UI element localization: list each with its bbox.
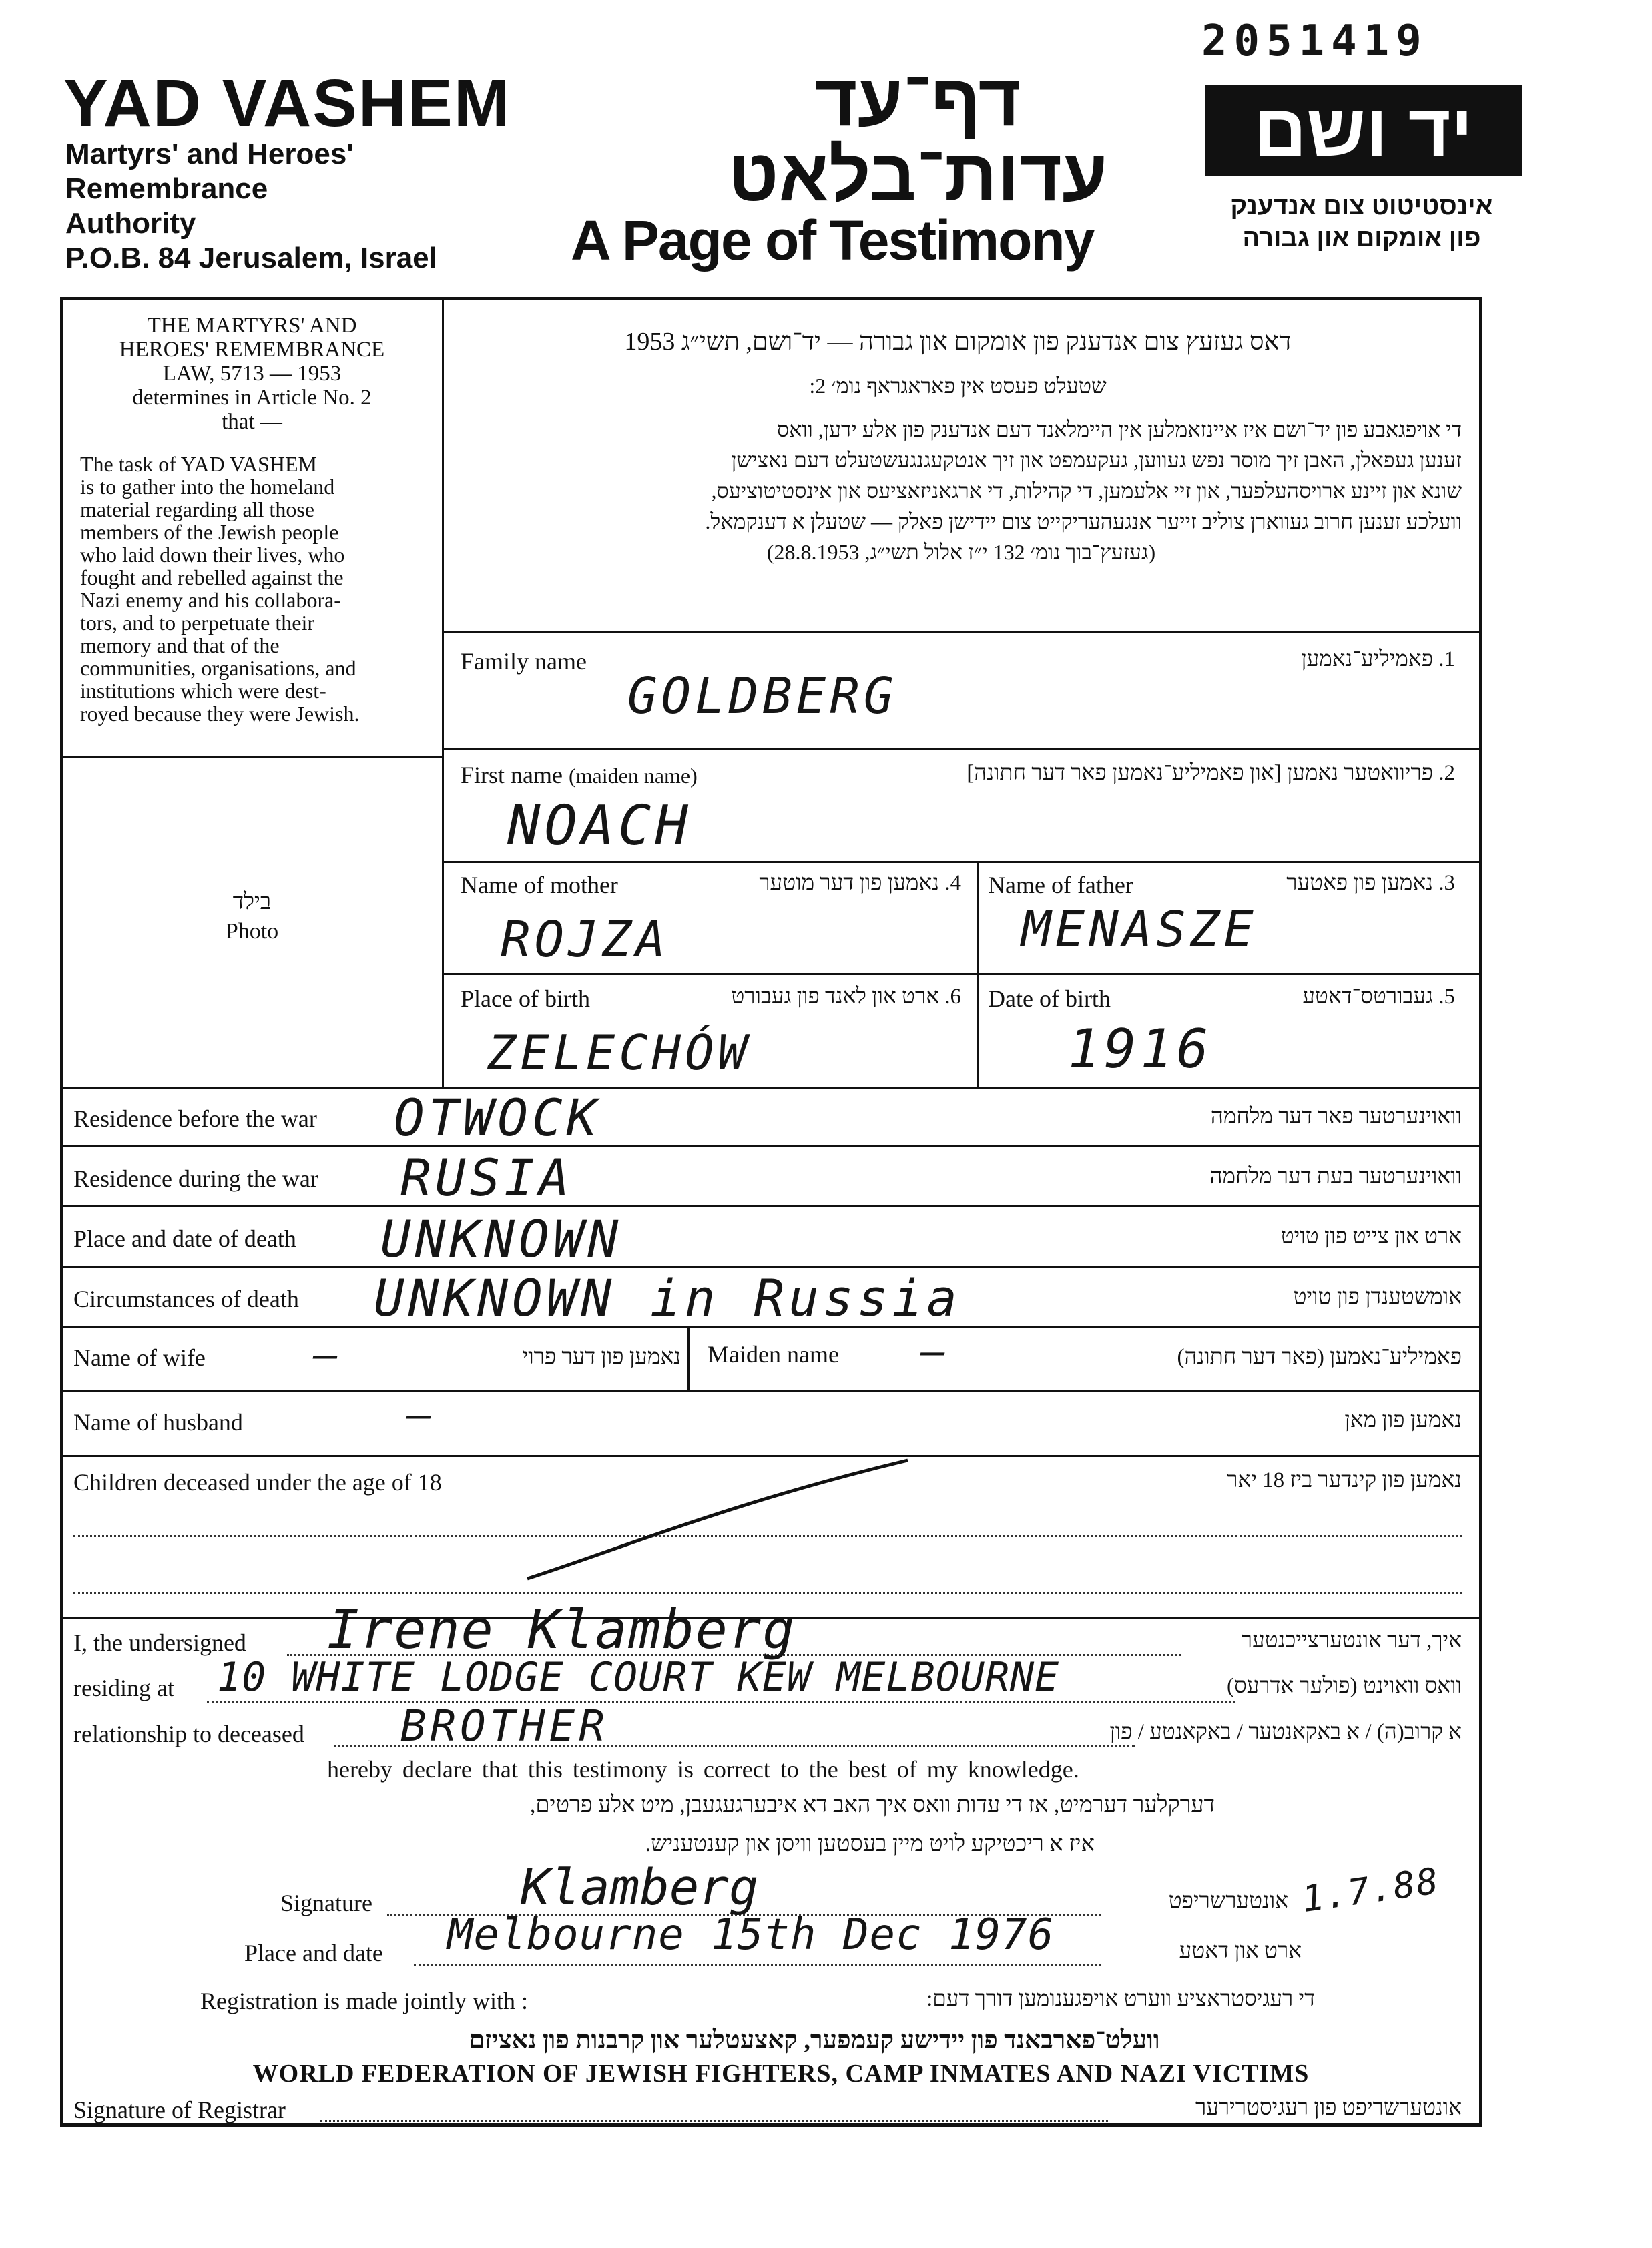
husband-label: Name of husband: [73, 1409, 243, 1436]
row-line: [442, 631, 1480, 633]
signature-value[interactable]: Klamberg: [521, 1859, 759, 1916]
place-date-line: [414, 1964, 1101, 1966]
col-line: [687, 1326, 690, 1391]
law-heading: THE MARTYRS' AND HEROES' REMEMBRANCE LAW, 5713 — 1953 determines in Article No. 2 that —: [119, 314, 385, 434]
undersigned-label-yi: איך, דער אונטערצייכנטער: [1241, 1629, 1462, 1653]
relationship-value[interactable]: BROTHER: [400, 1702, 609, 1751]
relationship-label: relationship to deceased: [73, 1721, 304, 1747]
residing-label: residing at: [73, 1675, 174, 1701]
registration-label: Registration is made jointly with :: [200, 1988, 528, 2014]
first-name-label: First name (maiden name): [461, 762, 698, 788]
law-text: The task of YAD VASHEM is to gather into the homeland material regarding all those members of the Jewish people who laid down their lives, who fought and rebelled against the Nazi enemy and his collabora- tors, and to perpetuate their memory and that of the communities, organisations, and institutions which were dest- royed because they were Jewish.: [80, 452, 360, 726]
frame-right: [1479, 297, 1482, 2126]
law-box-bottom: [60, 756, 443, 758]
row-line: [442, 861, 1480, 863]
logo-caption: אינסטיטוט צום אנדענק פון אומקום און גבורה: [1230, 192, 1493, 252]
birth-place-label-yi: 6. ארט און לאנד פון געבורט: [731, 985, 961, 1009]
page-title: A Page of Testimony: [571, 209, 1094, 272]
row-line: [442, 973, 1480, 975]
law-yiddish-subtitle: שטעלט פעסט אין פאראגראף נומ׳ 2:: [809, 374, 1107, 398]
children-line-2: [73, 1592, 1462, 1594]
father-label: Name of father: [988, 872, 1133, 898]
father-label-yi: 3. נאמען פון פאטער: [1286, 871, 1455, 895]
death-circ-label-yi: אומשטענדן פון טויט: [1293, 1285, 1462, 1309]
death-place-label-yi: ארט און צייט פון טויט: [1280, 1225, 1462, 1249]
maiden-value[interactable]: —: [921, 1328, 950, 1375]
death-place-label: Place and date of death: [73, 1225, 296, 1252]
row-line: [60, 1205, 1482, 1207]
children-label-yi: נאמען פון קינדער ביז 18 יאר: [1227, 1468, 1462, 1492]
res-during-label: Residence during the war: [73, 1165, 318, 1192]
signature-label: Signature: [280, 1890, 372, 1916]
birth-date-label-yi: 5. געבורטס־דאטע: [1302, 985, 1455, 1009]
birth-place-label: Place of birth: [461, 985, 590, 1012]
frame-left: [60, 297, 63, 2126]
wife-label: Name of wife: [73, 1344, 206, 1371]
registrar-label: Signature of Registrar: [73, 2096, 286, 2123]
declarant-address[interactable]: 10 WHITE LODGE COURT KEW MELBOURNE: [217, 1654, 1060, 1701]
wife-label-yi: נאמען פון דער פרוי: [522, 1345, 681, 1369]
row-line: [60, 1266, 1482, 1268]
death-circ-label: Circumstances of death: [73, 1286, 299, 1312]
death-circ-value[interactable]: UNKNOWN in Russia: [374, 1268, 961, 1328]
declarant-name[interactable]: Irene Klamberg: [327, 1599, 796, 1661]
family-name-label: Family name: [461, 648, 587, 675]
yad-vashem-logo: יד ושם: [1205, 85, 1522, 176]
col-line: [977, 861, 979, 1088]
registration-org: WORLD FEDERATION OF JEWISH FIGHTERS, CAMP INMATES AND NAZI VICTIMS: [252, 2060, 1310, 2088]
res-during-label-yi: וואוינערטער בעת דער מלחמה: [1209, 1165, 1462, 1189]
birth-date-label: Date of birth: [988, 985, 1111, 1012]
res-before-value[interactable]: OTWOCK: [394, 1088, 601, 1147]
frame-top: [60, 297, 1482, 300]
first-name-label-yi: 2. פריוואטער נאמען [און פאמיליע־נאמען פאר דער חתונה]: [967, 761, 1455, 785]
res-during-value[interactable]: RUSIA: [400, 1148, 573, 1207]
org-subtitle: Martyrs' and Heroes' Remembrance Authority P.O.B. 84 Jerusalem, Israel: [65, 137, 437, 274]
maiden-label: Maiden name: [708, 1341, 839, 1368]
stamp-number: 2051419: [1201, 17, 1428, 66]
declaration-text-yi-2: איז א ריכטיקע לויט מיין בעסטען וויסן און קענטעניש.: [645, 1832, 1095, 1856]
margin-note: 1.7.88: [1299, 1859, 1442, 1921]
row-line: [60, 1145, 1482, 1147]
wife-value[interactable]: —: [314, 1332, 342, 1378]
residing-line: [207, 1701, 1235, 1703]
registrar-line: [320, 2120, 1108, 2122]
registration-label-yi: די רעגיסטראציע ווערט אויפגענומען דורך דעם:: [926, 1987, 1315, 2011]
husband-value[interactable]: —: [407, 1392, 436, 1438]
first-name-value[interactable]: NOACH: [507, 794, 692, 858]
mother-label: Name of mother: [461, 872, 618, 898]
row-line: [442, 748, 1480, 750]
law-yiddish-title: דאס געזעץ צום אנדענק פון אומקום און גבורה — יד־ושם, תשי״ג 1953: [624, 328, 1292, 356]
registrar-label-yi: אונטערשריפט פון רעגיסטרירער: [1195, 2096, 1462, 2120]
signature-label-yi: אונטערשריפט: [1168, 1889, 1288, 1913]
husband-label-yi: נאמען פון מאן: [1344, 1408, 1462, 1432]
place-date-label-yi: ארט און דאטע: [1179, 1939, 1302, 1963]
children-label: Children deceased under the age of 18: [73, 1469, 442, 1496]
row-line: [60, 1390, 1482, 1392]
left-column-divider: [442, 297, 444, 1088]
registration-org-yi: וועלט־פארבאנד פון יידישע קעמפער, קאצעטלער און קרבנות פון נאציזם: [469, 2026, 1160, 2054]
death-place-value[interactable]: UNKNOWN: [380, 1209, 623, 1269]
children-strike-mark: [521, 1455, 921, 1589]
family-name-label-yi: 1. פאמיליע־נאמען: [1301, 647, 1455, 671]
declaration-text-yi-1: דערקלער דערמיט, אז די עדות וואס איך האב דא איבערגעגעבן, מיט אלע פרטים,: [529, 1793, 1215, 1817]
row-line: [60, 1087, 1482, 1089]
birth-place-value[interactable]: ZELECHÓW: [487, 1025, 751, 1081]
birth-date-value[interactable]: 1916: [1068, 1018, 1213, 1080]
residing-label-yi: וואס וואוינט (פולער אדרעס): [1226, 1674, 1462, 1698]
mother-label-yi: 4. נאמען פון דער מוטער: [759, 871, 961, 895]
res-before-label: Residence before the war: [73, 1105, 317, 1132]
undersigned-label: I, the undersigned: [73, 1629, 246, 1656]
family-name-value[interactable]: GOLDBERG: [627, 667, 898, 725]
relationship-label-yi: א קרוב(ה) / א באקאנטער / באקאנטע / פון: [1109, 1720, 1462, 1744]
org-name: YAD VASHEM: [63, 66, 511, 141]
law-yiddish-body: די אויפגאבע פון יד־ושם איז איינזאמלען אין היימלאנד דעם אנדענק פון אלע ידען, וואס זענען געפאלן, האבן זיך מוסר נפש געווען, געקעמפט און זיך אנטקעגנגעשטעלט דעם נאצישן שונא און זיינע ארויסהעלפער, און זיי אלעמען, די קהילות, די ארגאניזאציעס און אינסטיטוציעס, וועלכע זענען חרוב געווארן צוליב זייער אנגעהעריקייט צום יידישן פאלק — שטעלן א דענקמאל. (געזעץ־בוך נומ׳ 132 י״ז אלול תשי״ג, 28.8.1953): [705, 417, 1462, 564]
father-value[interactable]: MENASZE: [1021, 901, 1258, 958]
title-yiddish: דף־עד עדות־בלאט: [728, 59, 1108, 216]
maiden-label-yi: פאמיליע־נאמען (פאר דער חתונה): [1177, 1345, 1462, 1369]
declaration-text: hereby declare that this testimony is correct to the best of my knowledge.: [327, 1756, 1079, 1783]
place-date-value[interactable]: Melbourne 15th Dec 1976: [447, 1910, 1055, 1960]
place-date-label: Place and date: [244, 1940, 383, 1966]
res-before-label-yi: וואוינערטער פאר דער מלחמה: [1210, 1105, 1462, 1129]
photo-placeholder: בילד Photo: [225, 890, 279, 944]
mother-value[interactable]: ROJZA: [501, 911, 669, 968]
org-address: P.O.B. 84 Jerusalem, Israel: [65, 242, 437, 274]
